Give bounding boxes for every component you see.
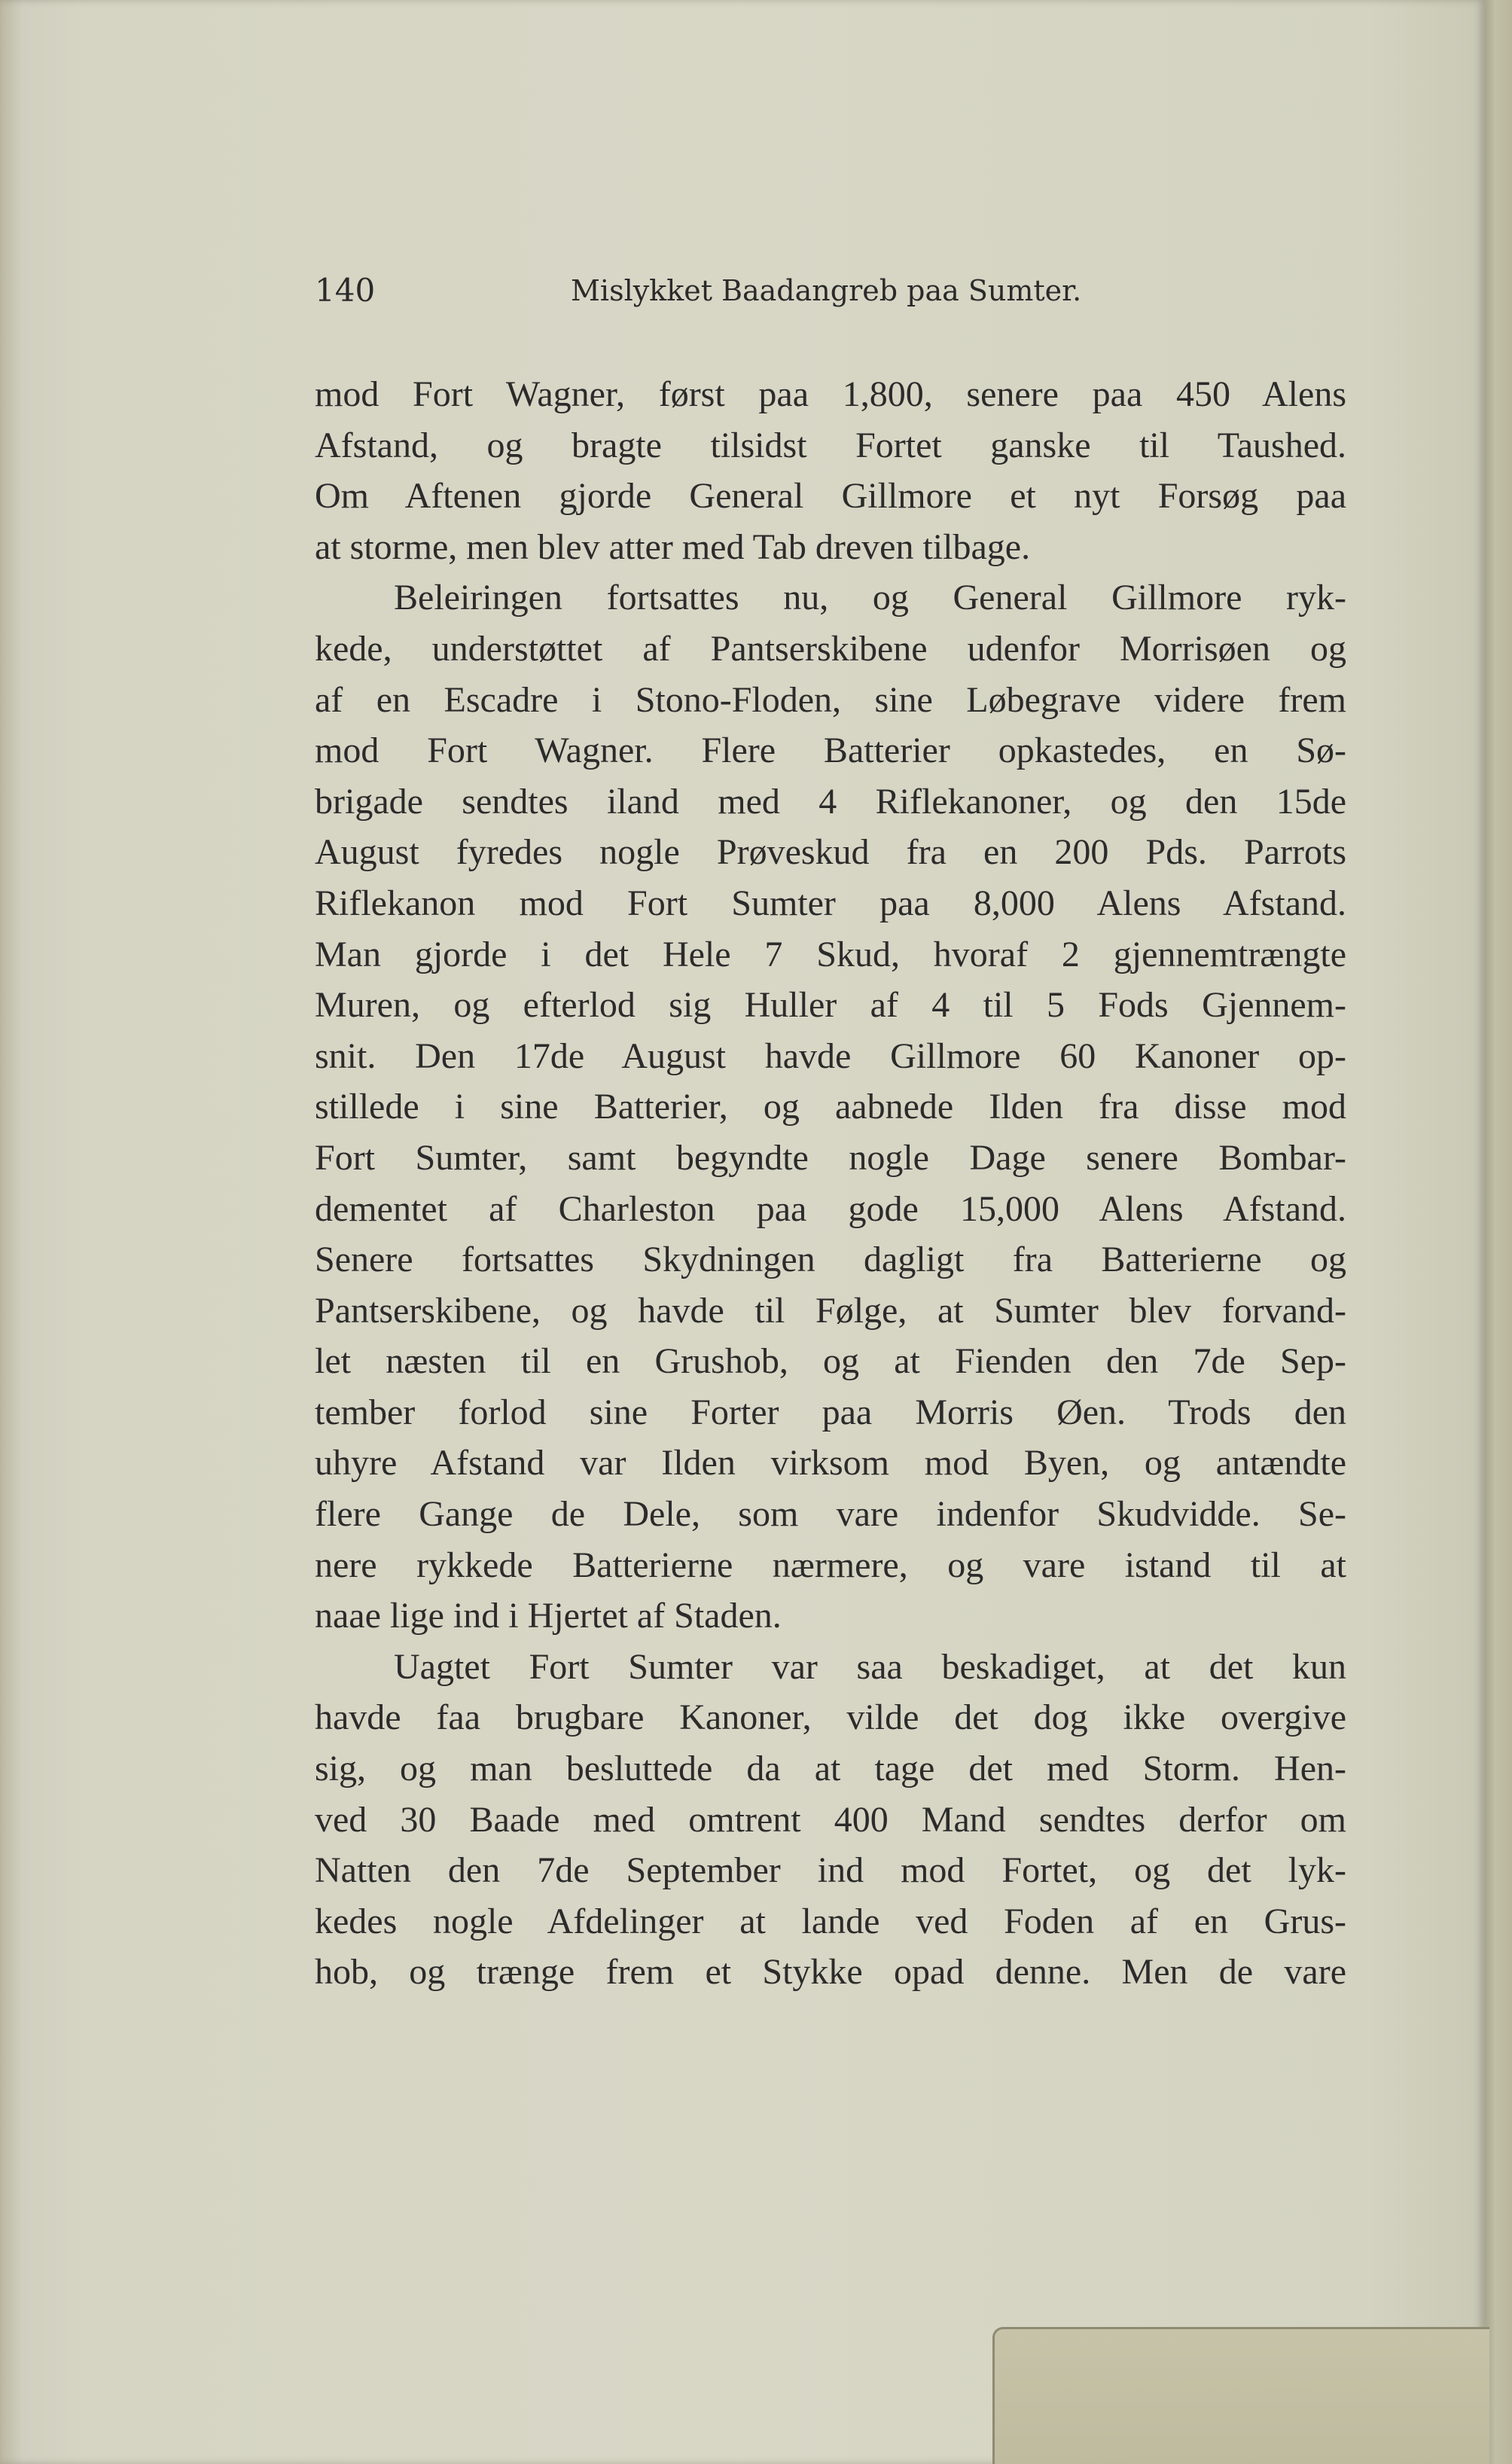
text-line: Beleiringen fortsattes nu, og General Gillmore ryk- <box>394 578 1346 618</box>
page-number: 140 <box>315 272 376 309</box>
text-line: mod Fort Wagner. Flere Batterier opkastedes, en Sø- <box>315 730 1346 771</box>
text-line: naae lige ind i Hjertet af Staden. <box>315 1596 782 1636</box>
text-line: stillede i sine Batterier, og aabnede Ilden fra disse mod <box>315 1087 1346 1127</box>
text-line: Afstand, og bragte tilsidst Fortet ganske til Taushed. <box>315 425 1346 465</box>
running-title: Mislykket Baadangreb paa Sumter. <box>571 274 1082 307</box>
text-line: tember forlod sine Forter paa Morris Øen. Trods den <box>315 1392 1346 1432</box>
text-line: Senere fortsattes Skydningen dagligt fra Batterierne og <box>315 1240 1346 1280</box>
page-header <box>315 268 1346 313</box>
text-line: Muren, og efterlod sig Huller af 4 til 5 Fods Gjennem- <box>315 985 1346 1026</box>
text-line: hob, og trænge frem et Stykke opad denne. Men de vare <box>315 1952 1346 1993</box>
text-line: kede, understøttet af Pantserskibene udenfor Morrisøen og <box>315 628 1346 669</box>
text-line: nere rykkede Batterierne nærmere, og vare istand til at <box>315 1545 1346 1585</box>
text-line: August fyredes nogle Prøveskud fra en 200 Pds. Parrots <box>315 832 1346 873</box>
text-line: snit. Den 17de August havde Gillmore 60 Kanoner op- <box>315 1035 1346 1076</box>
page-gutter-shadow <box>0 0 23 2464</box>
paper-tab <box>992 2327 1489 2464</box>
text-line: af en Escadre i Stono-Floden, sine Løbegrave videre frem <box>315 679 1346 720</box>
text-line: Natten den 7de September ind mod Fortet, og det lyk- <box>315 1850 1346 1891</box>
text-line: havde faa brugbare Kanoner, vilde det dog ikke overgive <box>315 1697 1346 1738</box>
text-line: Man gjorde i det Hele 7 Skud, hvoraf 2 gjennemtrængte <box>315 934 1346 974</box>
text-line: dementet af Charleston paa gode 15,000 Alens Afstand. <box>315 1188 1346 1229</box>
text-line: sig, og man besluttede da at tage det med Storm. Hen- <box>315 1749 1346 1789</box>
page-edge <box>1485 0 1512 2464</box>
text-line: brigade sendtes iland med 4 Riflekanoner, og den 15de <box>315 781 1346 822</box>
text-line: at storme, men blev atter med Tab dreven tilbage. <box>315 526 1031 567</box>
text-line: kedes nogle Afdelinger at lande ved Foden af en Grus- <box>315 1901 1346 1941</box>
text-line: Riflekanon mod Fort Sumter paa 8,000 Alens Afstand. <box>315 883 1346 923</box>
text-line: let næsten til en Grushob, og at Fienden den 7de Sep- <box>315 1341 1346 1382</box>
text-line: Pantserskibene, og havde til Følge, at Sumter blev forvand- <box>315 1290 1346 1331</box>
text-line: Fort Sumter, samt begyndte nogle Dage senere Bombar- <box>315 1137 1346 1178</box>
text-line: ved 30 Baade med omtrent 400 Mand sendtes derfor om <box>315 1799 1346 1840</box>
text-line: uhyre Afstand var Ilden virksom mod Byen, og antændte <box>315 1443 1346 1484</box>
text-line: flere Gange de Dele, som vare indenfor Skudvidde. Se- <box>315 1494 1346 1535</box>
body-text <box>315 369 1346 1998</box>
text-line: Uagtet Fort Sumter var saa beskadiget, at det kun <box>394 1646 1346 1687</box>
text-line: Om Aftenen gjorde General Gillmore et nyt Forsøg paa <box>315 476 1346 517</box>
text-line: mod Fort Wagner, først paa 1,800, senere paa 450 Alens <box>315 374 1346 414</box>
